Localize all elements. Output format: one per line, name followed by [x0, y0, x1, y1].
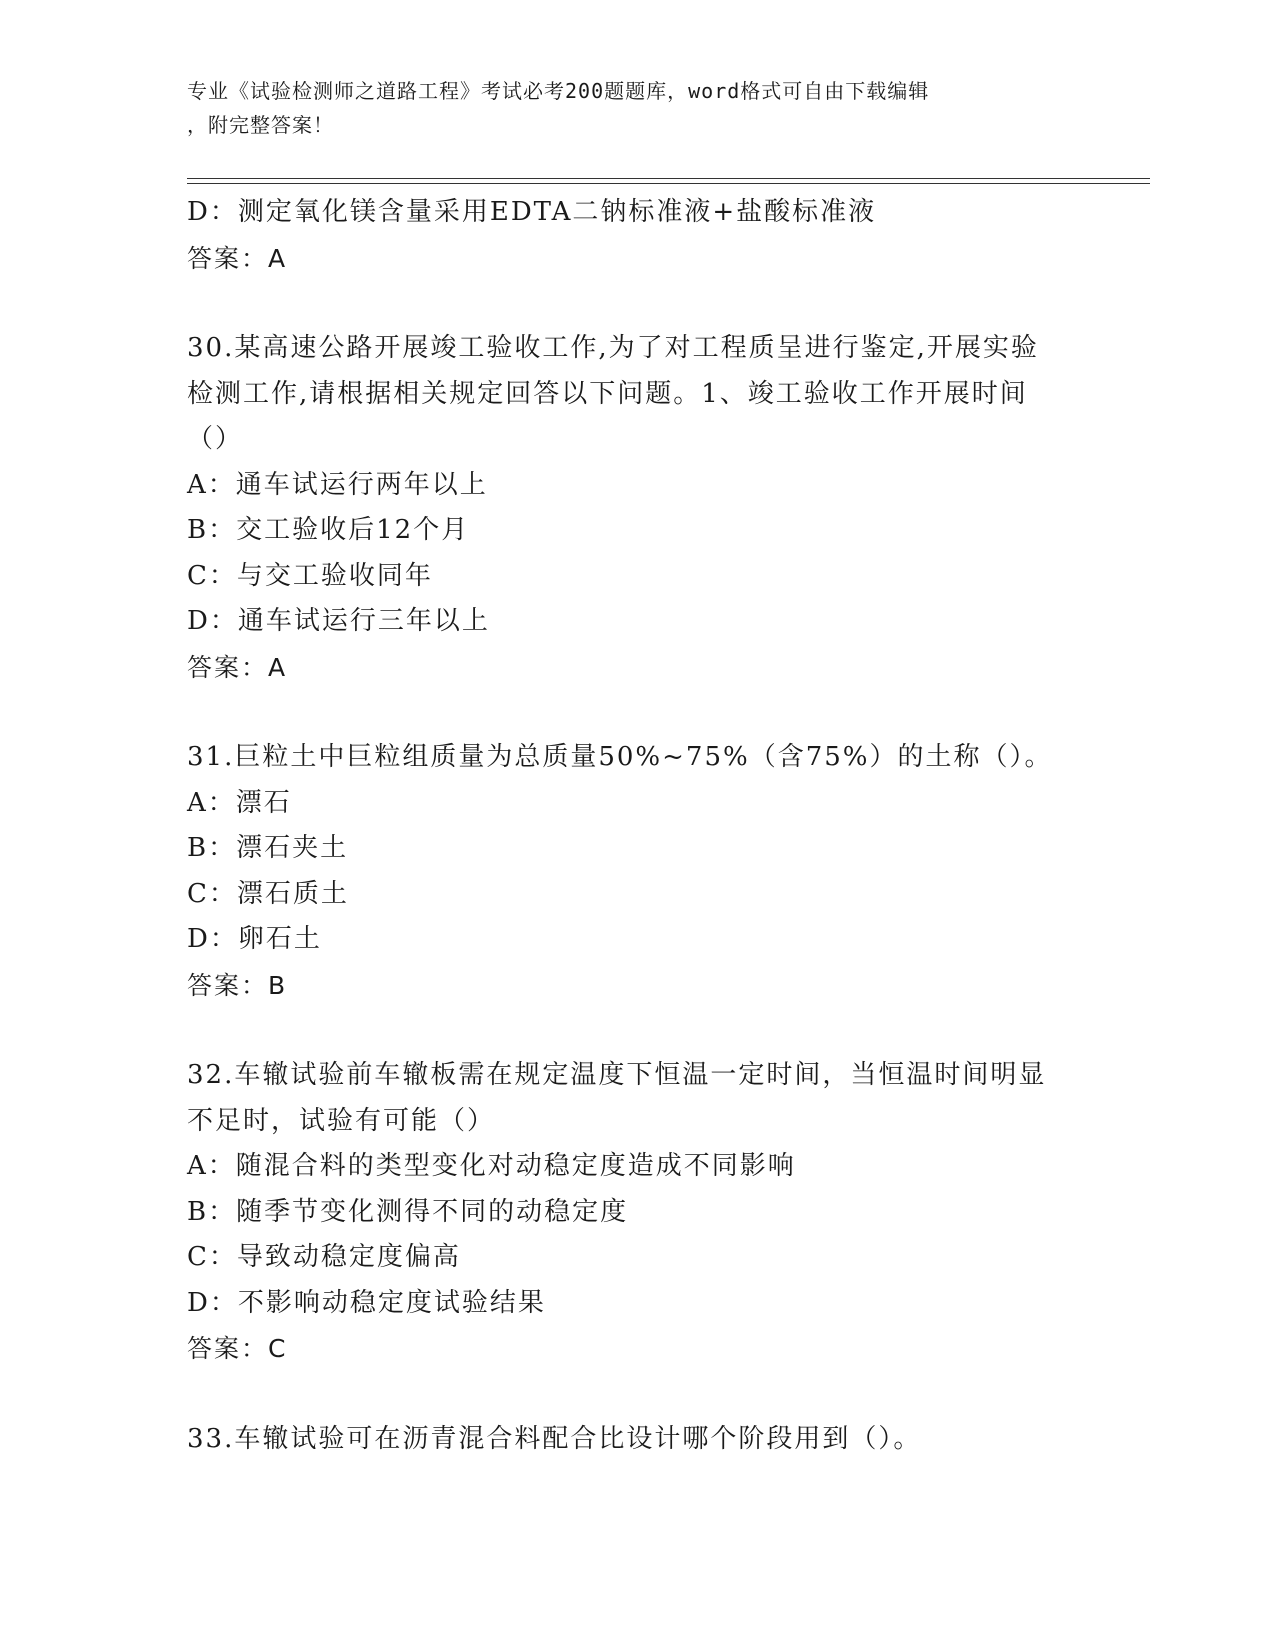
option-d: D：卵石土: [187, 924, 322, 954]
option-a: A：漂石: [187, 787, 292, 818]
header-line-2: ，附完整答案！: [187, 113, 334, 137]
question-30: [187, 326, 1087, 690]
option-c: C：导致动稳定度偏高: [187, 1242, 461, 1272]
option-c: C：漂石质土: [187, 878, 349, 909]
option-b: B：交工验收后12个月: [187, 515, 470, 545]
spacer: [187, 1008, 1087, 1053]
question-stem-line: （）: [187, 424, 244, 454]
question-31: [187, 735, 1087, 1008]
question-content: [187, 190, 1087, 1462]
answer: 答案：C: [187, 1334, 288, 1363]
header-line-1: 专业《试验检测师之道路工程》考试必考200题题库，word格式可自由下载编辑: [187, 79, 930, 103]
option-b: B：漂石夹土: [187, 833, 349, 863]
spacer: [187, 690, 1087, 735]
question-stem-line: 31.巨粒土中巨粒组质量为总质量50%~75%（含75%）的土称（）。: [187, 742, 1053, 772]
question-32: [187, 1053, 1087, 1372]
question-stem-line: 33.车辙试验可在沥青混合料配合比设计哪个阶段用到（）。: [187, 1423, 922, 1454]
option-d: D：通车试运行三年以上: [187, 606, 490, 636]
question-stem-line: 检测工作,请根据相关规定回答以下问题。1、竣工验收工作开展时间: [187, 378, 1028, 409]
question-stem-line: 30.某高速公路开展竣工验收工作,为了对工程质呈进行鉴定,开展实验: [187, 333, 1039, 363]
option-a: A：通车试运行两年以上: [187, 469, 488, 500]
option-a: A：随混合料的类型变化对动稳定度造成不同影响: [187, 1151, 796, 1181]
question-stem-line: 32.车辙试验前车辙板需在规定温度下恒温一定时间，当恒温时间明显: [187, 1060, 1047, 1090]
header-rule-top: [187, 178, 1150, 179]
question-stem-line: 不足时，试验有可能（）: [187, 1105, 496, 1136]
question-33: [187, 1417, 1087, 1463]
spacer: [187, 1372, 1087, 1417]
document-header: [187, 74, 1087, 142]
option-c: C：与交工验收同年: [187, 560, 433, 591]
header-rule-bottom: [187, 183, 1150, 184]
prev-option-d: D：测定氧化镁含量采用EDTA二钠标准液+盐酸标准液: [187, 197, 877, 227]
option-b: B：随季节变化测得不同的动稳定度: [187, 1196, 629, 1227]
prev-answer: 答案：A: [187, 243, 288, 273]
answer: 答案：A: [187, 652, 288, 682]
spacer: [187, 281, 1087, 326]
answer: 答案：B: [187, 970, 288, 1000]
option-d: D：不影响动稳定度试验结果: [187, 1287, 546, 1318]
